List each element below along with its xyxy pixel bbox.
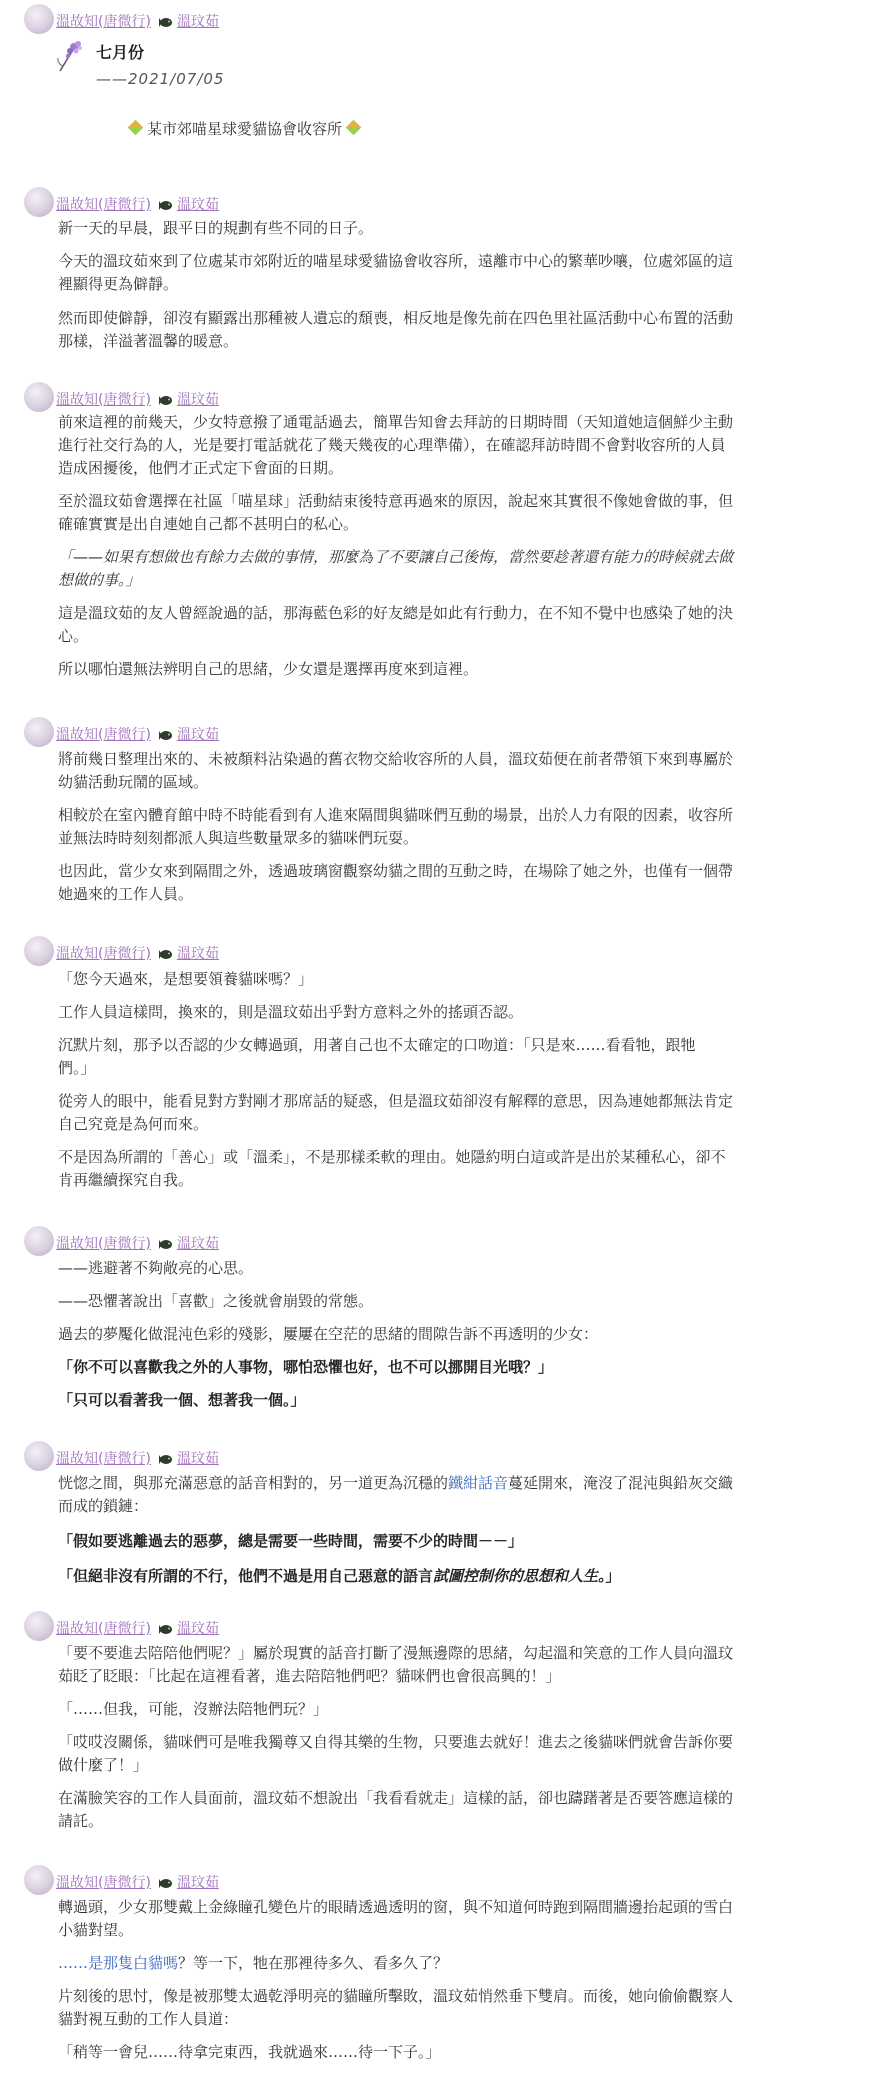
bold-quote: 「假如要逃離過去的惡夢，總是需要一些時間，需要不少的時間－－」 — [58, 1532, 524, 1550]
post — [24, 942, 844, 964]
fish-icon — [157, 1453, 174, 1466]
paragraph: ——逃避著不夠敞亮的心思。 — [58, 1259, 254, 1277]
paragraph: 沉默片刻，那予以否認的少女轉過頭，用著自己也不太確定的口吻道：「只是來……看看牠，跟牠 — [58, 1036, 696, 1054]
fish-icon — [157, 1623, 174, 1636]
character-link[interactable]: 溫玟茹 — [176, 946, 219, 962]
white-cat-question: 是那隻白貓嗎 — [88, 1954, 179, 1972]
paragraph: 幼貓活動玩鬧的區域。 — [58, 773, 209, 791]
character-link[interactable]: 溫玟茹 — [176, 1236, 219, 1252]
post — [24, 388, 844, 410]
paragraph: 肯再繼續探究自我。 — [58, 1171, 194, 1189]
username-link[interactable]: 溫故知(唐微行) — [56, 197, 151, 213]
avatar[interactable] — [24, 4, 54, 34]
paragraph: 造成困擾後，他們才正式定下會面的日期。 — [58, 459, 344, 477]
paragraph: 請託。 — [58, 1812, 104, 1830]
ellipsis-text: …… — [58, 1954, 88, 1972]
paragraph: ——恐懼著說出「喜歡」之後就會崩毀的常態。 — [58, 1292, 374, 1310]
post-body — [58, 217, 843, 353]
paragraph: 片刻後的思忖，像是被那雙太過乾淨明亮的貓瞳所擊敗，溫玟茹悄然垂下雙肩。而後，她向偷偷觀察人 — [58, 1987, 734, 2005]
avatar[interactable] — [24, 382, 54, 412]
post-body — [58, 968, 843, 1192]
username-link[interactable]: 溫故知(唐微行) — [56, 1875, 151, 1891]
character-link[interactable]: 溫玟茹 — [176, 392, 219, 408]
post — [24, 193, 844, 215]
avatar[interactable] — [24, 717, 54, 747]
username-link[interactable]: 溫故知(唐微行) — [56, 392, 151, 408]
username-link[interactable]: 溫故知(唐微行) — [56, 14, 151, 30]
paragraph — [58, 1472, 843, 1495]
post — [24, 1617, 844, 1639]
post — [24, 1871, 844, 1893]
post-header — [24, 10, 844, 32]
paragraph-text: ？等一下，牠在那裡待多久、看多久了？ — [178, 1954, 449, 1972]
fish-icon — [157, 948, 174, 961]
character-link[interactable]: 溫玟茹 — [176, 1875, 219, 1891]
post-author-row — [24, 942, 844, 964]
post-author-row — [24, 193, 844, 215]
paragraph: 心。 — [58, 627, 89, 645]
paragraph: 小貓對望。 — [58, 1921, 134, 1939]
avatar[interactable] — [24, 1441, 54, 1471]
post-author-row — [24, 1617, 844, 1639]
paragraph: 至於溫玟茹會選擇在社區「喵星球」活動結束後特意再過來的原因，說起來其實很不像她會做的事，但 — [58, 492, 734, 510]
date-line: ——2021/07/05 — [96, 70, 225, 88]
avatar[interactable] — [24, 1611, 54, 1641]
paragraph: 將前幾日整理出來的、未被顏料沾染過的舊衣物交給收容所的人員，溫玟茹便在前者帶領下來到專屬於 — [58, 750, 734, 768]
fish-icon — [157, 394, 174, 407]
diamond-icon — [346, 120, 362, 136]
username-link[interactable]: 溫故知(唐微行) — [56, 946, 151, 962]
username-link[interactable]: 溫故知(唐微行) — [56, 1236, 151, 1252]
fish-icon — [157, 729, 174, 742]
paragraph: 而成的鎖鏈： — [58, 1497, 149, 1515]
paragraph: 所以哪怕還無法辨明自己的思緒，少女還是選擇再度來到這裡。 — [58, 660, 479, 678]
paragraph: 然而即使僻靜，卻沒有顯露出那種被人遺忘的頹喪，相反地是像先前在四色里社區活動中心布置的活動 — [58, 309, 734, 327]
paragraph-text: 蔓延開來，淹沒了混沌與鉛灰交織 — [508, 1474, 734, 1492]
paragraph: 裡顯得更為僻靜。 — [58, 275, 179, 293]
post-body — [58, 748, 843, 906]
quote-paragraph: 想做的事。」 — [58, 571, 141, 589]
lavender-flower-icon — [52, 38, 88, 74]
paragraph: 貓對視互動的工作人員道： — [58, 2010, 239, 2028]
avatar[interactable] — [24, 1865, 54, 1895]
paragraph: 「稍等一會兒……待拿完東西，我就過來……待一下子。」 — [58, 2043, 441, 2061]
fish-icon — [157, 1238, 174, 1251]
paragraph: 並無法時時刻刻都派人與這些數量眾多的貓咪們玩耍。 — [58, 829, 419, 847]
iron-navy-voice-text: 鐵紺話音 — [448, 1474, 509, 1492]
post-author-row — [24, 388, 844, 410]
character-link[interactable]: 溫玟茹 — [176, 727, 219, 743]
post — [24, 1232, 844, 1254]
post-author-row — [24, 1871, 844, 1893]
paragraph: 「您今天過來，是想要領養貓咪嗎？」 — [58, 970, 314, 988]
paragraph: 轉過頭，少女那雙戴上金綠瞳孔變色片的眼睛透過透明的窗，與不知道何時跑到隔間牆邊抬起頭的雪白 — [58, 1898, 734, 1916]
paragraph: 自己究竟是為何而來。 — [58, 1115, 209, 1133]
location-text: 某市郊喵星球愛貓協會收容所 — [147, 120, 343, 138]
paragraph: 過去的夢魘化做混沌色彩的殘影，屢屢在空茫的思緒的間隙告訴不再透明的少女： — [58, 1325, 599, 1343]
location-line — [124, 118, 365, 139]
month-title: 七月份 — [96, 43, 145, 62]
post-body — [58, 1896, 843, 2064]
username-link[interactable]: 溫故知(唐微行) — [56, 727, 151, 743]
paragraph: 前來這裡的前幾天，少女特意撥了通電話過去，簡單告知會去拜訪的日期時間（天知道她這個鮮少主動 — [58, 413, 734, 431]
character-link[interactable]: 溫玟茹 — [176, 197, 219, 213]
paragraph: 「……但我，可能，沒辦法陪牠們玩？」 — [58, 1700, 329, 1718]
paragraph: 相較於在室內體育館中時不時能看到有人進來隔間與貓咪們互動的場景，出於人力有限的因素，收容所 — [58, 806, 734, 824]
paragraph: 也因此，當少女來到隔間之外，透過玻璃窗觀察幼貓之間的互動之時，在場除了她之外，也僅有一個帶 — [58, 862, 734, 880]
avatar[interactable] — [24, 187, 54, 217]
post — [24, 1447, 844, 1469]
paragraph-text: 恍惚之間，與那充滿惡意的話音相對的，另一道更為沉穩的 — [58, 1474, 449, 1492]
bold-quote — [58, 1565, 843, 1588]
paragraph: 茹眨了眨眼：「比起在這裡看著，進去陪陪牠們吧？貓咪們也會很高興的！」 — [58, 1667, 561, 1685]
post-author-row — [24, 723, 844, 745]
post-author-row — [24, 1232, 844, 1254]
paragraph: 她過來的工作人員。 — [58, 885, 194, 903]
post — [24, 723, 844, 745]
username-link[interactable]: 溫故知(唐微行) — [56, 1451, 151, 1467]
avatar[interactable] — [24, 936, 54, 966]
bold-quote-text: 」 — [605, 1567, 621, 1585]
paragraph: 從旁人的眼中，能看見對方對剛才那席話的疑惑，但是溫玟茹卻沒有解釋的意思，因為連她都無法肯定 — [58, 1092, 734, 1110]
italic-emphasis: 試圖控制你的思想和人生。 — [433, 1567, 606, 1585]
paragraph: 「要不要進去陪陪他們呢？」屬於現實的話音打斷了漫無邊際的思緒，勾起溫和笑意的工作人員向溫玟 — [58, 1644, 734, 1662]
post-author-row — [24, 10, 844, 32]
username-link[interactable]: 溫故知(唐微行) — [56, 1621, 151, 1637]
post-body — [58, 1257, 843, 1412]
paragraph: 做什麼了！」 — [58, 1756, 149, 1774]
paragraph: 「哎哎沒關係，貓咪們可是唯我獨尊又自得其樂的生物，只要進去就好！進去之後貓咪們就會告訴你要 — [58, 1733, 734, 1751]
post-body — [58, 411, 843, 681]
fish-icon — [157, 1877, 174, 1890]
post-body — [58, 1642, 843, 1833]
paragraph: 今天的溫玟茹來到了位處某市郊附近的喵星球愛貓協會收容所，遠離市中心的繁華吵嚷，位處郊區的這 — [58, 252, 734, 270]
character-link[interactable]: 溫玟茹 — [176, 14, 219, 30]
paragraph: 確確實實是出自連她自己都不甚明白的私心。 — [58, 515, 359, 533]
character-link[interactable]: 溫玟茹 — [176, 1451, 219, 1467]
paragraph: 在滿臉笑容的工作人員面前，溫玟茹不想說出「我看看就走」這樣的話，卻也躊躇著是否要答應這樣的 — [58, 1789, 734, 1807]
bold-quote-text: 「但絕非沒有所謂的不行，他們不過是用自己惡意的語言 — [58, 1567, 434, 1585]
bold-quote: 「你不可以喜歡我之外的人事物，哪怕恐懼也好，也不可以挪開目光哦？」 — [58, 1358, 554, 1376]
avatar[interactable] — [24, 1226, 54, 1256]
paragraph: 那樣，洋溢著溫馨的暖意。 — [58, 332, 239, 350]
fish-icon — [157, 199, 174, 212]
post-author-row — [24, 1447, 844, 1469]
paragraph: 新一天的早晨，跟平日的規劃有些不同的日子。 — [58, 219, 374, 237]
bold-quote: 「只可以看著我一個、想著我一個。」 — [58, 1391, 306, 1409]
paragraph: 們。」 — [58, 1059, 96, 1077]
paragraph: 工作人員這樣問，換來的，則是溫玟茹出乎對方意料之外的搖頭否認。 — [58, 1003, 524, 1021]
paragraph: 不是因為所謂的「善心」或「溫柔」，不是那樣柔軟的理由。她隱約明白這或許是出於某種私心，卻不 — [58, 1148, 726, 1166]
paragraph: 進行社交行為的人，光是要打電話就花了幾天幾夜的心理準備），在確認拜訪時間不會對收容所的人員 — [58, 436, 726, 454]
diamond-icon — [128, 120, 144, 136]
post-body — [58, 1472, 843, 1588]
paragraph — [58, 1952, 843, 1975]
quote-paragraph: 「——如果有想做也有餘力去做的事情，那麼為了不要讓自己後悔，當然要趁著還有能力的時候就去做 — [58, 548, 734, 566]
fish-icon — [157, 16, 174, 29]
character-link[interactable]: 溫玟茹 — [176, 1621, 219, 1637]
paragraph: 這是溫玟茹的友人曾經說過的話，那海藍色彩的好友總是如此有行動力，在不知不覺中也感染了她的決 — [58, 604, 734, 622]
